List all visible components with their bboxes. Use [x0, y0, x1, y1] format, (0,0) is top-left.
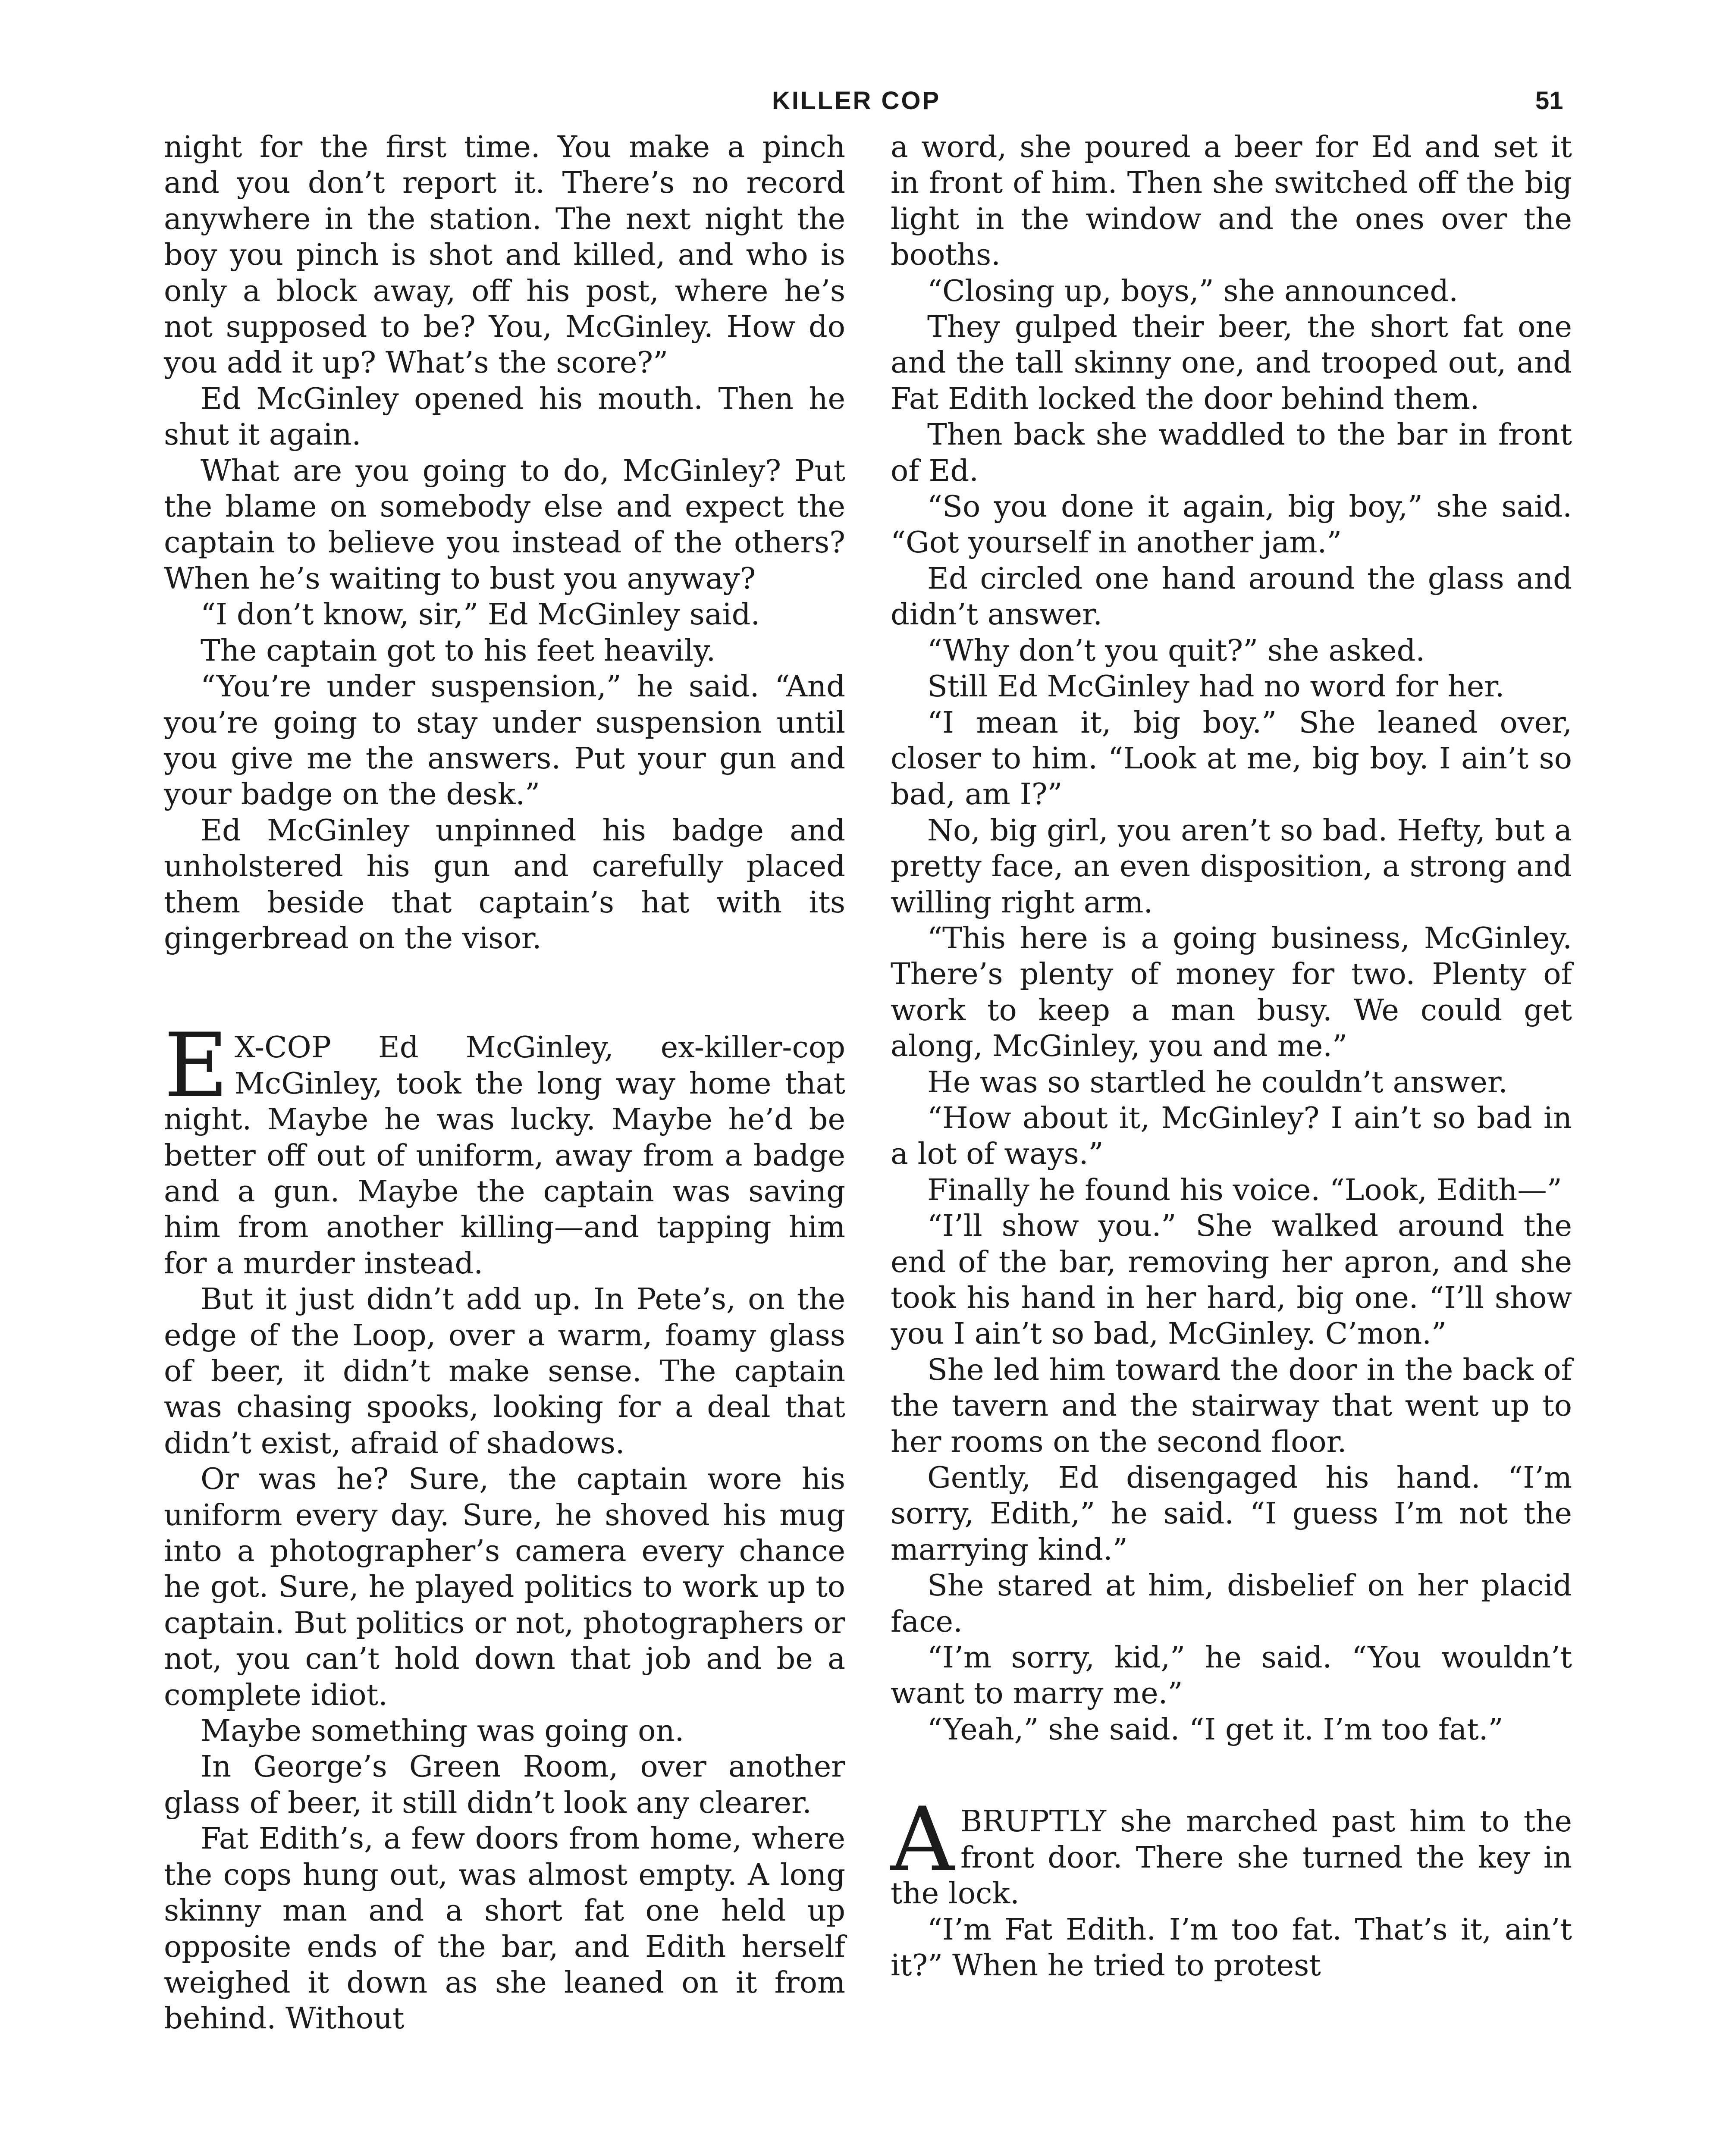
paragraph: Gently, Ed disengaged his hand. “I’m sorry, Edith,” he said. “I guess I’m not the marrying kind.”	[891, 1460, 1572, 1567]
paragraph: Still Ed McGinley had no word for her.	[927, 669, 1505, 704]
paragraph: She stared at him, disbelief on her placid face.	[891, 1568, 1572, 1639]
paragraph: “I’m sorry, kid,” he said. “You wouldn’t want to marry me.”	[891, 1640, 1572, 1711]
paragraph: In George’s Green Room, over another glass of beer, it still didn’t look any clearer.	[164, 1749, 845, 1820]
paragraph: “I mean it, big boy.” She leaned over, closer to him. “Look at me, big boy. I ain’t so bad, am I?”	[891, 705, 1572, 812]
paragraph: What are you going to do, McGinley? Put the blame on somebody else and expect the captain to believe you instead of the others? When he’s waiting to bust you anyway?	[164, 453, 845, 596]
dropcap-paragraph	[164, 1015, 845, 1282]
drop-cap: A	[891, 1789, 955, 1892]
paragraph: Ed McGinley unpinned his badge and unholstered his gun and carefully placed them beside that captain’s hat with its gingerbread on the visor.	[164, 813, 845, 956]
drop-cap: E	[164, 1015, 229, 1118]
paragraph: Finally he found his voice. “Look, Edith—”	[927, 1172, 1562, 1207]
paragraph: “You’re under suspension,” he said. “And you’re going to stay under suspension until you give me the answers. Put your gun and your badge on the desk.”	[164, 669, 845, 812]
paragraph-text: X-COP Ed McGinley, ex-killer-cop McGinley, took the long way home that night. Maybe he was lucky. Maybe he’d be better off out of uniform, away from a badge and a gun. Maybe the captain was saving him from another killing—and tapping him for a murder instead.	[164, 1030, 845, 1281]
paragraph: The captain got to his feet heavily.	[201, 633, 716, 668]
paragraph: She led him toward the door in the back of the tavern and the stairway that went up to her rooms on the second floor.	[891, 1352, 1572, 1459]
dropcap-paragraph	[891, 1789, 1572, 1912]
section-break	[891, 1748, 1572, 1804]
paragraph: He was so startled he couldn’t answer.	[927, 1065, 1508, 1100]
paragraph: a word, she poured a beer for Ed and set it in front of him. Then she switched off the big light in the window and the ones over the booths.	[891, 130, 1572, 273]
page-number: 51	[1535, 87, 1563, 115]
paragraph: No, big girl, you aren’t so bad. Hefty, but a pretty face, an even disposition, a strong and willing right arm.	[891, 813, 1572, 920]
paragraph: Maybe something was going on.	[201, 1714, 684, 1749]
paragraph: “Why don’t you quit?” she asked.	[927, 633, 1425, 668]
right-column	[891, 129, 1572, 1984]
paragraph: Ed circled one hand around the glass and didn’t answer.	[891, 561, 1572, 632]
paragraph: “Closing up, boys,” she announced.	[927, 273, 1459, 308]
paragraph: They gulped their beer, the short fat one and the tall skinny one, and trooped out, and Fat Edith locked the door behind them.	[891, 310, 1572, 416]
paragraph: “I’m Fat Edith. I’m too fat. That’s it, ain’t it?” When he tried to protest	[891, 1912, 1572, 1983]
paragraph: “I’ll show you.” She walked around the end of the bar, removing her apron, and she took his hand in her hard, big one. “I’ll show you I ain’t so bad, McGinley. C’mon.”	[891, 1209, 1572, 1351]
running-header-title: KILLER COP	[772, 87, 941, 115]
paragraph: “This here is a going business, McGinley. There’s plenty of money for two. Plenty of work to keep a man busy. We could get along, McGinley, you and me.”	[891, 921, 1572, 1064]
paragraph: Or was he? Sure, the captain wore his uniform every day. Sure, he shoved his mug into a photographer’s camera every chance he got. Sure, he played politics to work up to captain. But politics or not, photographers or not, you can’t hold down that job and be a complete idiot.	[164, 1462, 845, 1712]
paragraph: Then back she waddled to the bar in front of Ed.	[891, 417, 1572, 488]
paragraph: “So you done it again, big boy,” she said. “Got yourself in another jam.”	[891, 489, 1572, 560]
left-column	[164, 129, 845, 2037]
paragraph: “How about it, McGinley? I ain’t so bad in a lot of ways.”	[891, 1100, 1572, 1172]
paragraph: “Yeah,” she said. “I get it. I’m too fat.”	[927, 1712, 1503, 1747]
section-break	[164, 956, 845, 1030]
paragraph: Ed McGinley opened his mouth. Then he shut it again.	[164, 381, 845, 452]
paragraph: But it just didn’t add up. In Pete’s, on the edge of the Loop, over a warm, foamy glass of beer, it didn’t make sense. The captain was chasing spooks, looking for a deal that didn’t exist, afraid of shadows.	[164, 1282, 845, 1460]
paragraph: “I don’t know, sir,” Ed McGinley said.	[201, 597, 760, 632]
paragraph: night for the first time. You make a pinch and you don’t report it. There’s no record anywhere in the station. The next night the boy you pinch is shot and killed, and who is only a block away, off his post, where he’s not supposed to be? You, McGinley. How do you add it up? What’s the score?”	[164, 130, 845, 380]
paragraph-text: BRUPTLY she marched past him to the front door. There she turned the key in the lock.	[891, 1804, 1572, 1911]
paragraph: Fat Edith’s, a few doors from home, where the cops hung out, was almost empty. A long skinny man and a short fat one held up opposite ends of the bar, and Edith herself weighed it down as she leaned on it from behind. Without	[164, 1821, 845, 2036]
